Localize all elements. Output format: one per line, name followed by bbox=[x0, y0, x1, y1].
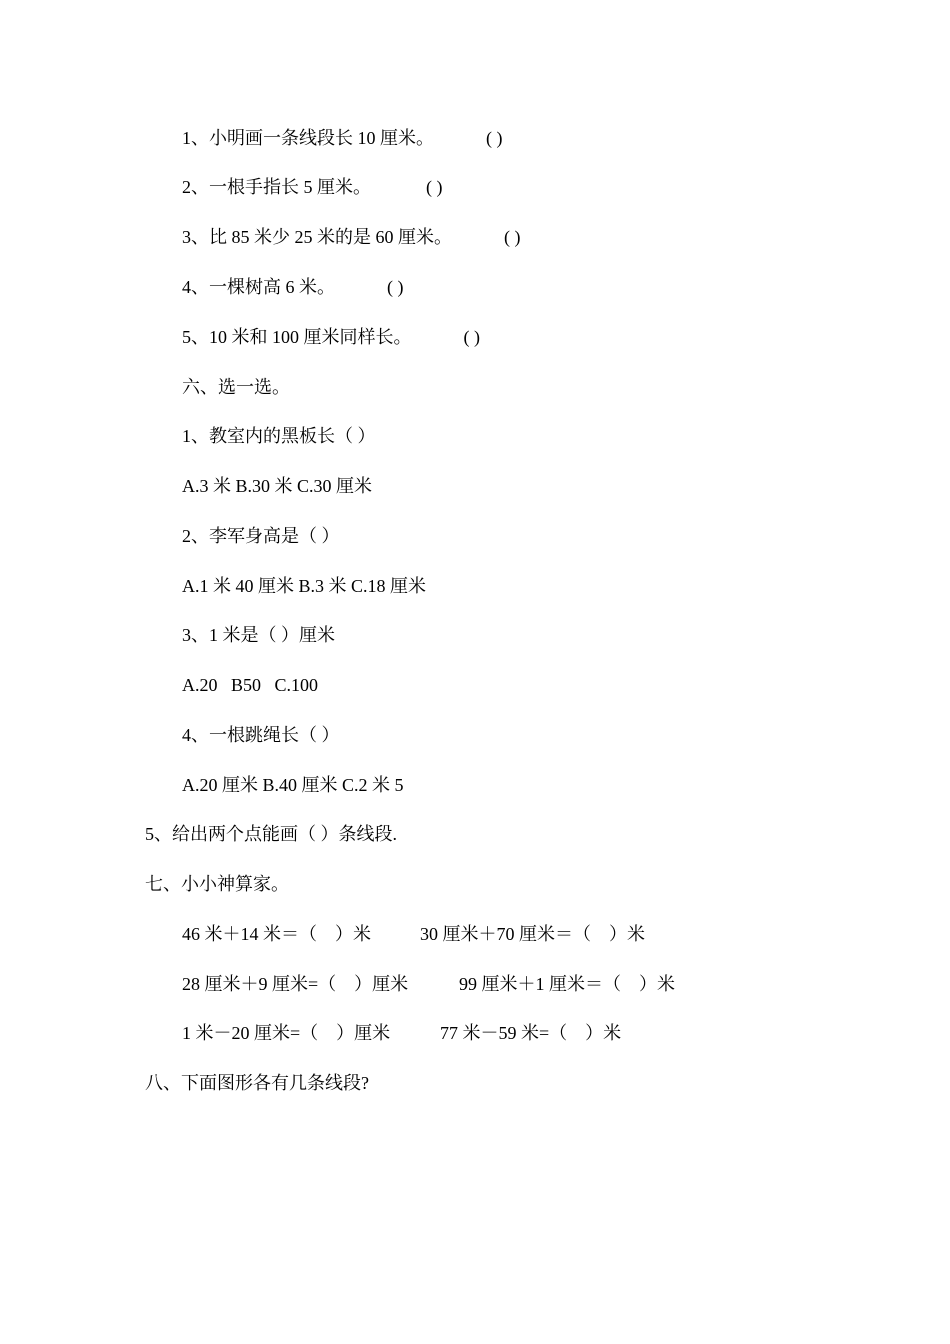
judge-item-5-text: 5、10 米和 100 厘米同样长。 bbox=[182, 327, 412, 347]
section-6-question-3: 3、1 米是（ ）厘米 bbox=[182, 625, 335, 645]
judge-item-4-text: 4、一棵树高 6 米。 bbox=[182, 277, 335, 297]
judge-item-4 bbox=[182, 275, 404, 299]
section-8-title: 八、下面图形各有几条线段? bbox=[145, 1073, 369, 1093]
judge-item-1-paren: ( ) bbox=[486, 128, 503, 148]
judge-item-3 bbox=[182, 225, 521, 249]
judge-item-5 bbox=[182, 325, 480, 349]
calc-row-1-left: 46 米＋14 米＝（ ）米 bbox=[182, 924, 371, 944]
section-6-options-2: A.1 米 40 厘米 B.3 米 C.18 厘米 bbox=[182, 576, 427, 596]
judge-item-3-paren: ( ) bbox=[504, 227, 521, 247]
section-6-question-4: 4、一根跳绳长（ ） bbox=[182, 725, 340, 745]
section-6-options-1: A.3 米 B.30 米 C.30 厘米 bbox=[182, 476, 373, 496]
calc-row-3-left: 1 米－20 厘米=（ ）厘米 bbox=[182, 1023, 391, 1043]
calc-row-2-left: 28 厘米＋9 厘米=（ ）厘米 bbox=[182, 974, 409, 994]
section-6-options-4: A.20 厘米 B.40 厘米 C.2 米 5 bbox=[182, 775, 404, 795]
calc-row-3-right: 77 米－59 米=（ ）米 bbox=[440, 1023, 622, 1043]
judge-item-5-paren: ( ) bbox=[463, 327, 480, 347]
judge-item-3-text: 3、比 85 米少 25 米的是 60 厘米。 bbox=[182, 227, 452, 247]
section-6-question-5: 5、给出两个点能画（ ）条线段. bbox=[145, 824, 397, 844]
calc-row-1-right: 30 厘米＋70 厘米＝（ ）米 bbox=[420, 924, 645, 944]
judge-item-4-paren: ( ) bbox=[387, 277, 404, 297]
section-7-title: 七、小小神算家。 bbox=[145, 874, 289, 894]
section-6-question-1: 1、教室内的黑板长（ ） bbox=[182, 426, 376, 446]
judge-item-2-text: 2、一根手指长 5 厘米。 bbox=[182, 177, 371, 197]
section-6-title: 六、选一选。 bbox=[182, 377, 290, 397]
calc-row-2-right: 99 厘米＋1 厘米＝（ ）米 bbox=[459, 974, 675, 994]
judge-item-1 bbox=[182, 126, 503, 150]
section-6-options-3: A.20 B50 C.100 bbox=[182, 675, 319, 695]
judge-item-2-paren: ( ) bbox=[426, 177, 443, 197]
section-6-question-2: 2、李军身高是（ ） bbox=[182, 526, 340, 546]
judge-item-2 bbox=[182, 175, 443, 199]
judge-item-1-text: 1、小明画一条线段长 10 厘米。 bbox=[182, 128, 434, 148]
